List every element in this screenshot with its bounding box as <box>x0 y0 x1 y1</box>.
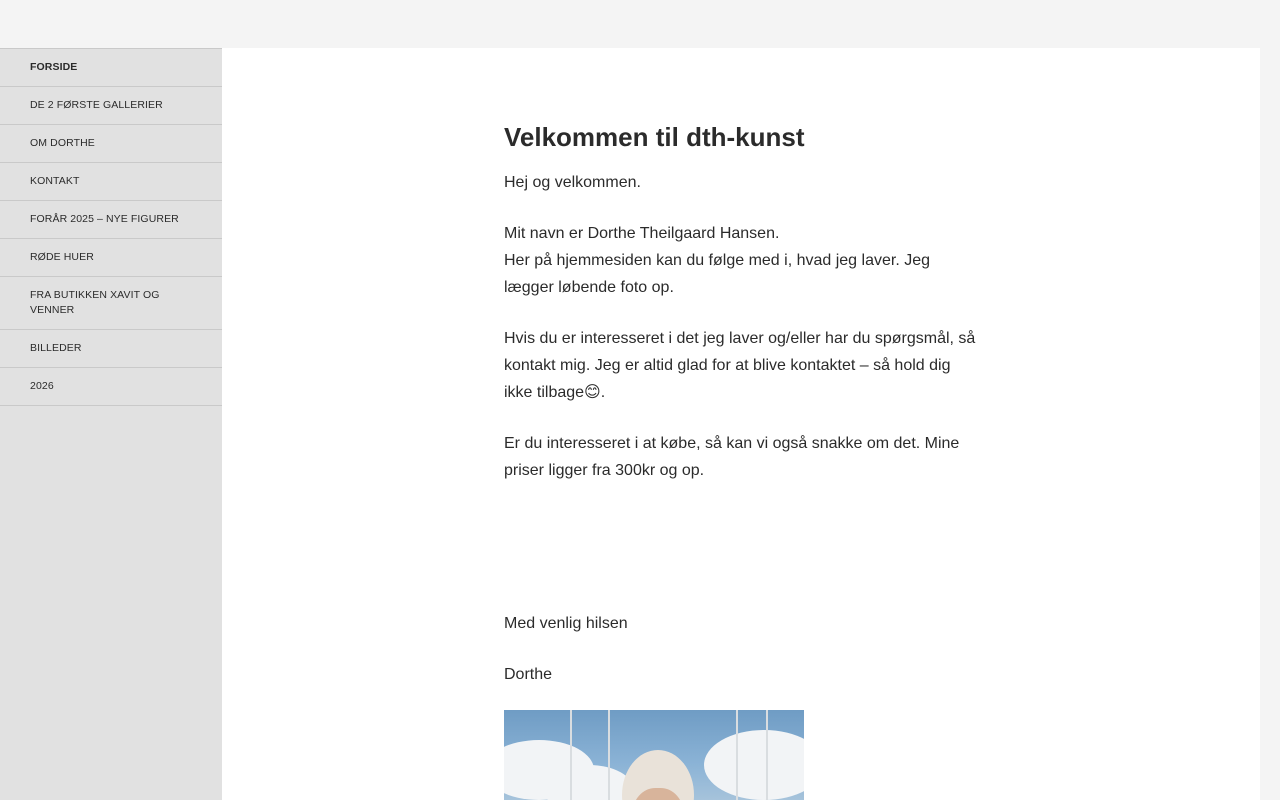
greeting-paragraph: Hej og velkommen. <box>504 174 641 191</box>
intro-follow-line: Her på hjemmesiden kan du følge med i, hvad jeg laver. Jeg lægger løbende foto op. <box>504 252 931 296</box>
main-navigation <box>0 48 222 406</box>
portrait-photo <box>504 710 804 800</box>
intro-name-line: Mit navn er Dorthe Theilgaard Hansen. <box>504 225 780 242</box>
nav-item-2026[interactable]: 2026 <box>0 368 222 406</box>
nav-item-de-2-forste-gallerier[interactable]: DE 2 FØRSTE GALLERIER <box>0 87 222 125</box>
price-paragraph: Er du interesseret i at købe, så kan vi også snakke om det. Mine priser ligger fra 300kr og op. <box>504 435 960 479</box>
nav-item-forside[interactable]: FORSIDE <box>0 49 222 87</box>
contact-paragraph: Hvis du er interesseret i det jeg laver og/eller har du spørgsmål, så kontakt mig. Jeg er altid glad for at blive kontaktet – så hold dig ikke tilbage😊. <box>504 330 976 401</box>
closing-paragraph: Med venlig hilsen <box>504 615 628 632</box>
nav-item-billeder[interactable]: BILLEDER <box>0 330 222 368</box>
nav-item-rode-huer[interactable]: RØDE HUER <box>0 239 222 277</box>
signature-paragraph: Dorthe <box>504 666 553 683</box>
sidebar <box>0 48 222 800</box>
nav-item-om-dorthe[interactable]: OM DORTHE <box>0 125 222 163</box>
page-title: Velkommen til dth-kunst <box>504 122 805 152</box>
top-header-bar <box>0 0 1280 48</box>
page-entry <box>504 120 978 800</box>
nav-item-foraar-2025[interactable]: FORÅR 2025 – NYE FIGURER <box>0 201 222 239</box>
nav-item-fra-butikken-xavit[interactable]: FRA BUTIKKEN XAVIT OG VENNER <box>0 277 222 330</box>
blank-space <box>504 508 978 610</box>
main-content <box>222 48 1260 800</box>
nav-item-kontakt[interactable]: KONTAKT <box>0 163 222 201</box>
intro-paragraph <box>504 220 978 301</box>
right-margin <box>1260 48 1280 800</box>
